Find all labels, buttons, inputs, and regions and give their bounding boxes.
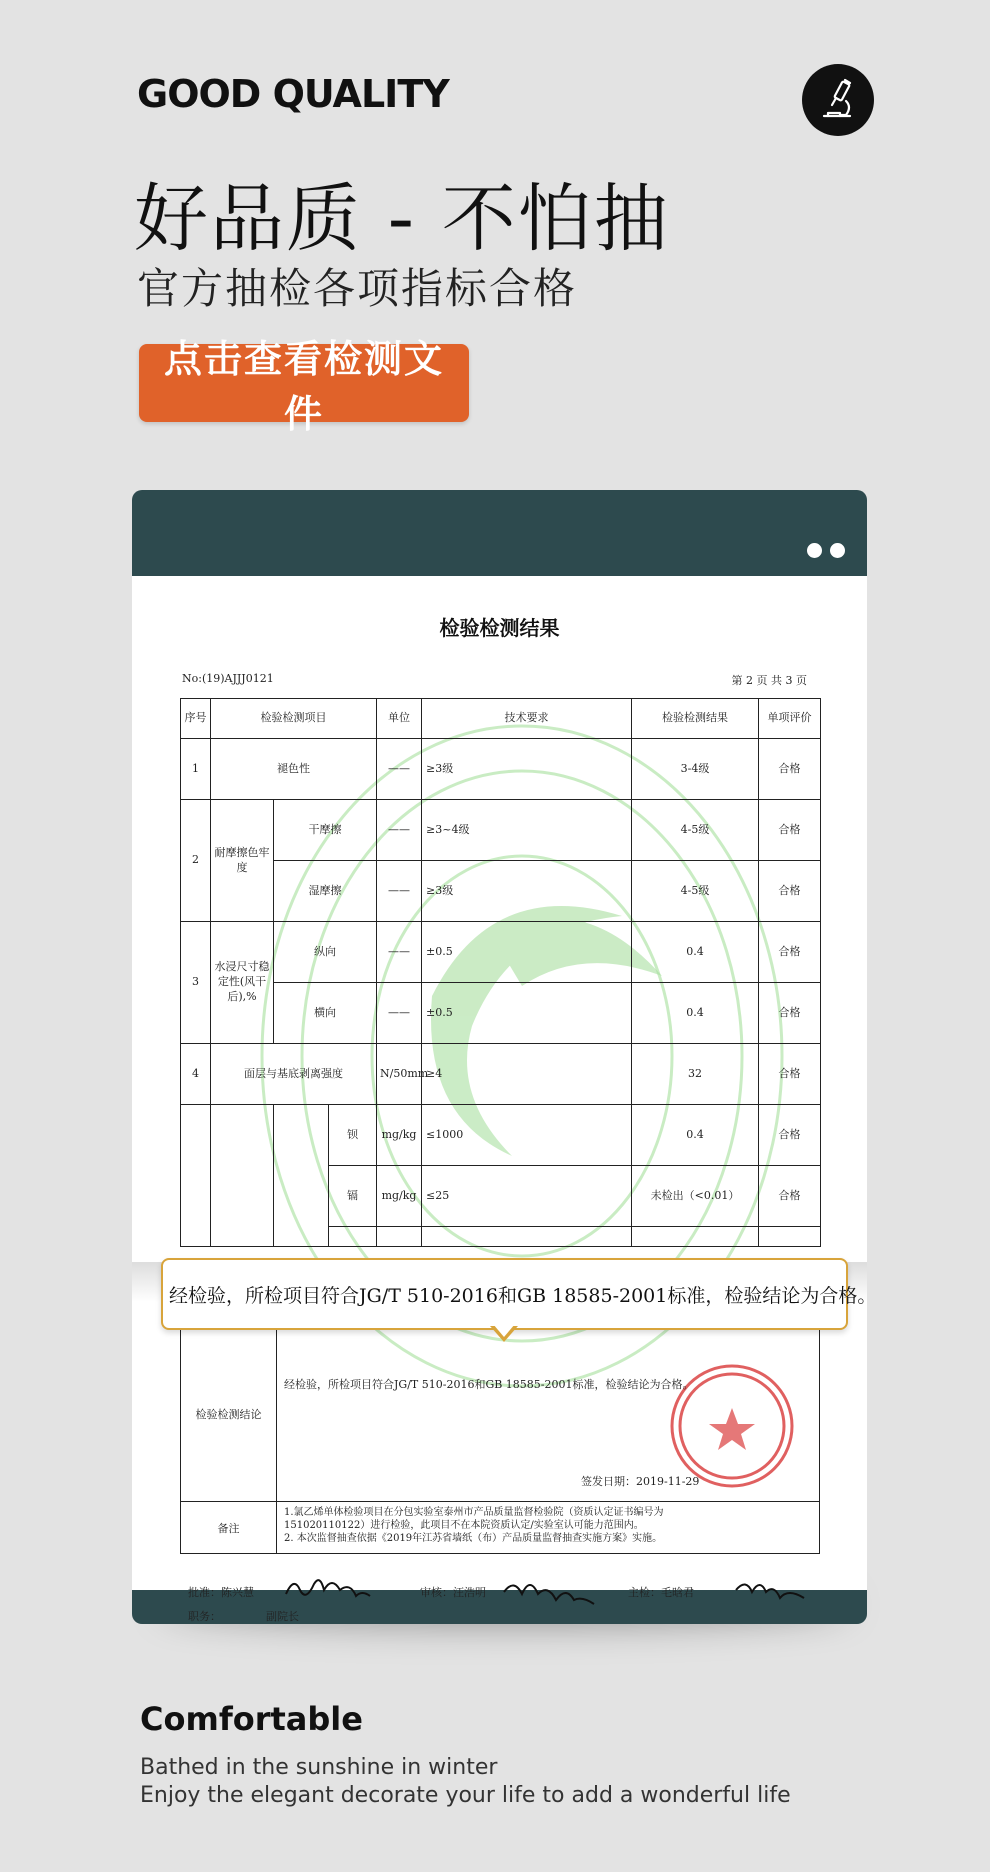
table-cell: 0.4 xyxy=(632,983,759,1044)
table-cell: ≤1000 xyxy=(422,1105,632,1166)
table-header-cell: 检验检测项目 xyxy=(211,699,377,739)
footer-line-2: Enjoy the elegant decorate your life to add a wonderful life xyxy=(140,1783,791,1808)
table-cell: 4-5级 xyxy=(632,800,759,861)
card-dots xyxy=(807,543,845,558)
table-row xyxy=(181,1105,821,1166)
subline: 官方抽检各项指标合格 xyxy=(137,264,578,313)
eyebrow-title: GOOD QUALITY xyxy=(137,72,449,116)
table-cell: 合格 xyxy=(759,800,821,861)
table-cell: 4-5级 xyxy=(632,861,759,922)
table-header-cell: 检验检测结果 xyxy=(632,699,759,739)
table-cell: N/50mm xyxy=(377,1044,422,1105)
conclusion-callout: 经检验，所检项目符合JG/T 510-2016和GB 18585-2001标准，检验结论为合格。 xyxy=(161,1258,848,1330)
conclusion-label: 检验检测结论 xyxy=(181,1326,277,1501)
table-cell xyxy=(211,1105,274,1247)
table-cell: ≥3级 xyxy=(422,739,632,800)
report-document xyxy=(132,576,867,1623)
report-page: 第 2 页 共 3 页 xyxy=(731,674,807,687)
table-cell: ±0.5 xyxy=(422,922,632,983)
table-cell: 褪色性 xyxy=(211,739,377,800)
conclusion-text: 经检验，所检项目符合JG/T 510-2016和GB 18585-2001标准，检验结论为合格。 xyxy=(284,1378,694,1391)
table-cell xyxy=(274,1105,329,1247)
table-cell: 合格 xyxy=(759,1044,821,1105)
table-cell: 1 xyxy=(181,739,211,800)
inspector: 主检：毛晗君 xyxy=(628,1586,694,1599)
table-cell: 3 xyxy=(181,922,211,1044)
remarks-label: 备注 xyxy=(181,1502,277,1553)
issue-date-label: 签发日期： xyxy=(581,1475,636,1488)
table-cell: ≥3~4级 xyxy=(422,800,632,861)
table-row xyxy=(181,800,821,861)
table-cell: 水浸尺寸稳定性(风干后),% xyxy=(211,922,274,1044)
signature-inspector xyxy=(732,1574,812,1604)
table-cell: 湿摩擦 xyxy=(274,861,377,922)
table-cell: 合格 xyxy=(759,861,821,922)
table-cell: —— xyxy=(377,922,422,983)
table-cell: ≤25 xyxy=(422,1166,632,1227)
table-header-cell: 单项评价 xyxy=(759,699,821,739)
table-cell: —— xyxy=(377,800,422,861)
table-cell: ±0.5 xyxy=(422,983,632,1044)
table-row xyxy=(181,983,821,1044)
results-table xyxy=(180,698,821,1247)
table-cell: 面层与基底剥离强度 xyxy=(211,1044,377,1105)
table-cell xyxy=(759,1227,821,1247)
table-cell: 干摩擦 xyxy=(274,800,377,861)
footer-line-1: Bathed in the sunshine in winter xyxy=(140,1755,498,1780)
table-cell: 合格 xyxy=(759,1105,821,1166)
table-cell xyxy=(181,1105,211,1247)
report-title: 检验检测结果 xyxy=(439,616,560,640)
table-cell: 3-4级 xyxy=(632,739,759,800)
table-cell: mg/kg xyxy=(377,1105,422,1166)
table-cell: 合格 xyxy=(759,983,821,1044)
table-row xyxy=(181,861,821,922)
table-row xyxy=(181,922,821,983)
table-cell: —— xyxy=(377,861,422,922)
table-header-cell: 技术要求 xyxy=(422,699,632,739)
table-cell xyxy=(377,1227,422,1247)
table-cell: 未检出（<0.01） xyxy=(632,1166,759,1227)
reviewer: 审核：汪浩明 xyxy=(420,1586,486,1599)
table-cell: ≥4 xyxy=(422,1044,632,1105)
table-cell: 0.4 xyxy=(632,922,759,983)
table-cell: mg/kg xyxy=(377,1166,422,1227)
table-header-row xyxy=(181,699,821,739)
remarks-text xyxy=(284,1506,664,1545)
table-cell xyxy=(329,1227,377,1247)
view-report-button[interactable]: 点击查看检测文件 xyxy=(139,344,469,422)
table-header-cell: 序号 xyxy=(181,699,211,739)
table-cell: ≥3级 xyxy=(422,861,632,922)
conclusion-section xyxy=(180,1326,820,1574)
signature-approver xyxy=(282,1574,377,1604)
table-cell: 钡 xyxy=(329,1105,377,1166)
remark-line: 2. 本次监督抽查依据《2019年江苏省墙纸（布）产品质量监督抽查实施方案》实施。 xyxy=(284,1533,663,1544)
table-cell: —— xyxy=(377,983,422,1044)
headline: 好品质 - 不怕抽 xyxy=(134,176,670,262)
remark-line: 1.氯乙烯单体检验项目在分包实验室泰州市产品质量监督检验院（资质认定证书编号为 xyxy=(284,1507,664,1518)
table-cell xyxy=(422,1227,632,1247)
table-cell: 横向 xyxy=(274,983,377,1044)
table-cell: 0.4 xyxy=(632,1105,759,1166)
table-cell: 合格 xyxy=(759,739,821,800)
table-row xyxy=(181,1044,821,1105)
table-cell: 合格 xyxy=(759,1166,821,1227)
callout-pointer xyxy=(490,1326,518,1342)
report-card xyxy=(132,490,867,1624)
approver: 批准：陈兴慧 xyxy=(188,1586,254,1599)
issue-date-value: 2019-11-29 xyxy=(636,1475,700,1488)
table-cell xyxy=(632,1227,759,1247)
position-label: 职务： xyxy=(188,1610,221,1623)
table-cell: 合格 xyxy=(759,922,821,983)
footer-title: Comfortable xyxy=(140,1700,363,1738)
table-cell: —— xyxy=(377,739,422,800)
remark-line: 151020110122）进行检验，此项目不在本院资质认定/实验室认可能力范围内。 xyxy=(284,1520,644,1531)
position-value: 副院长 xyxy=(266,1610,299,1623)
table-cell: 2 xyxy=(181,800,211,922)
issue-date xyxy=(581,1473,699,1489)
table-row xyxy=(181,739,821,800)
microscope-icon xyxy=(802,64,874,136)
table-cell: 耐摩擦色牢度 xyxy=(211,800,274,922)
table-cell: 32 xyxy=(632,1044,759,1105)
table-cell: 纵向 xyxy=(274,922,377,983)
table-cell: 镉 xyxy=(329,1166,377,1227)
table-header-cell: 单位 xyxy=(377,699,422,739)
signature-reviewer xyxy=(500,1574,600,1606)
report-number: No:(19)AJJJ0121 xyxy=(182,672,274,685)
table-cell: 4 xyxy=(181,1044,211,1105)
